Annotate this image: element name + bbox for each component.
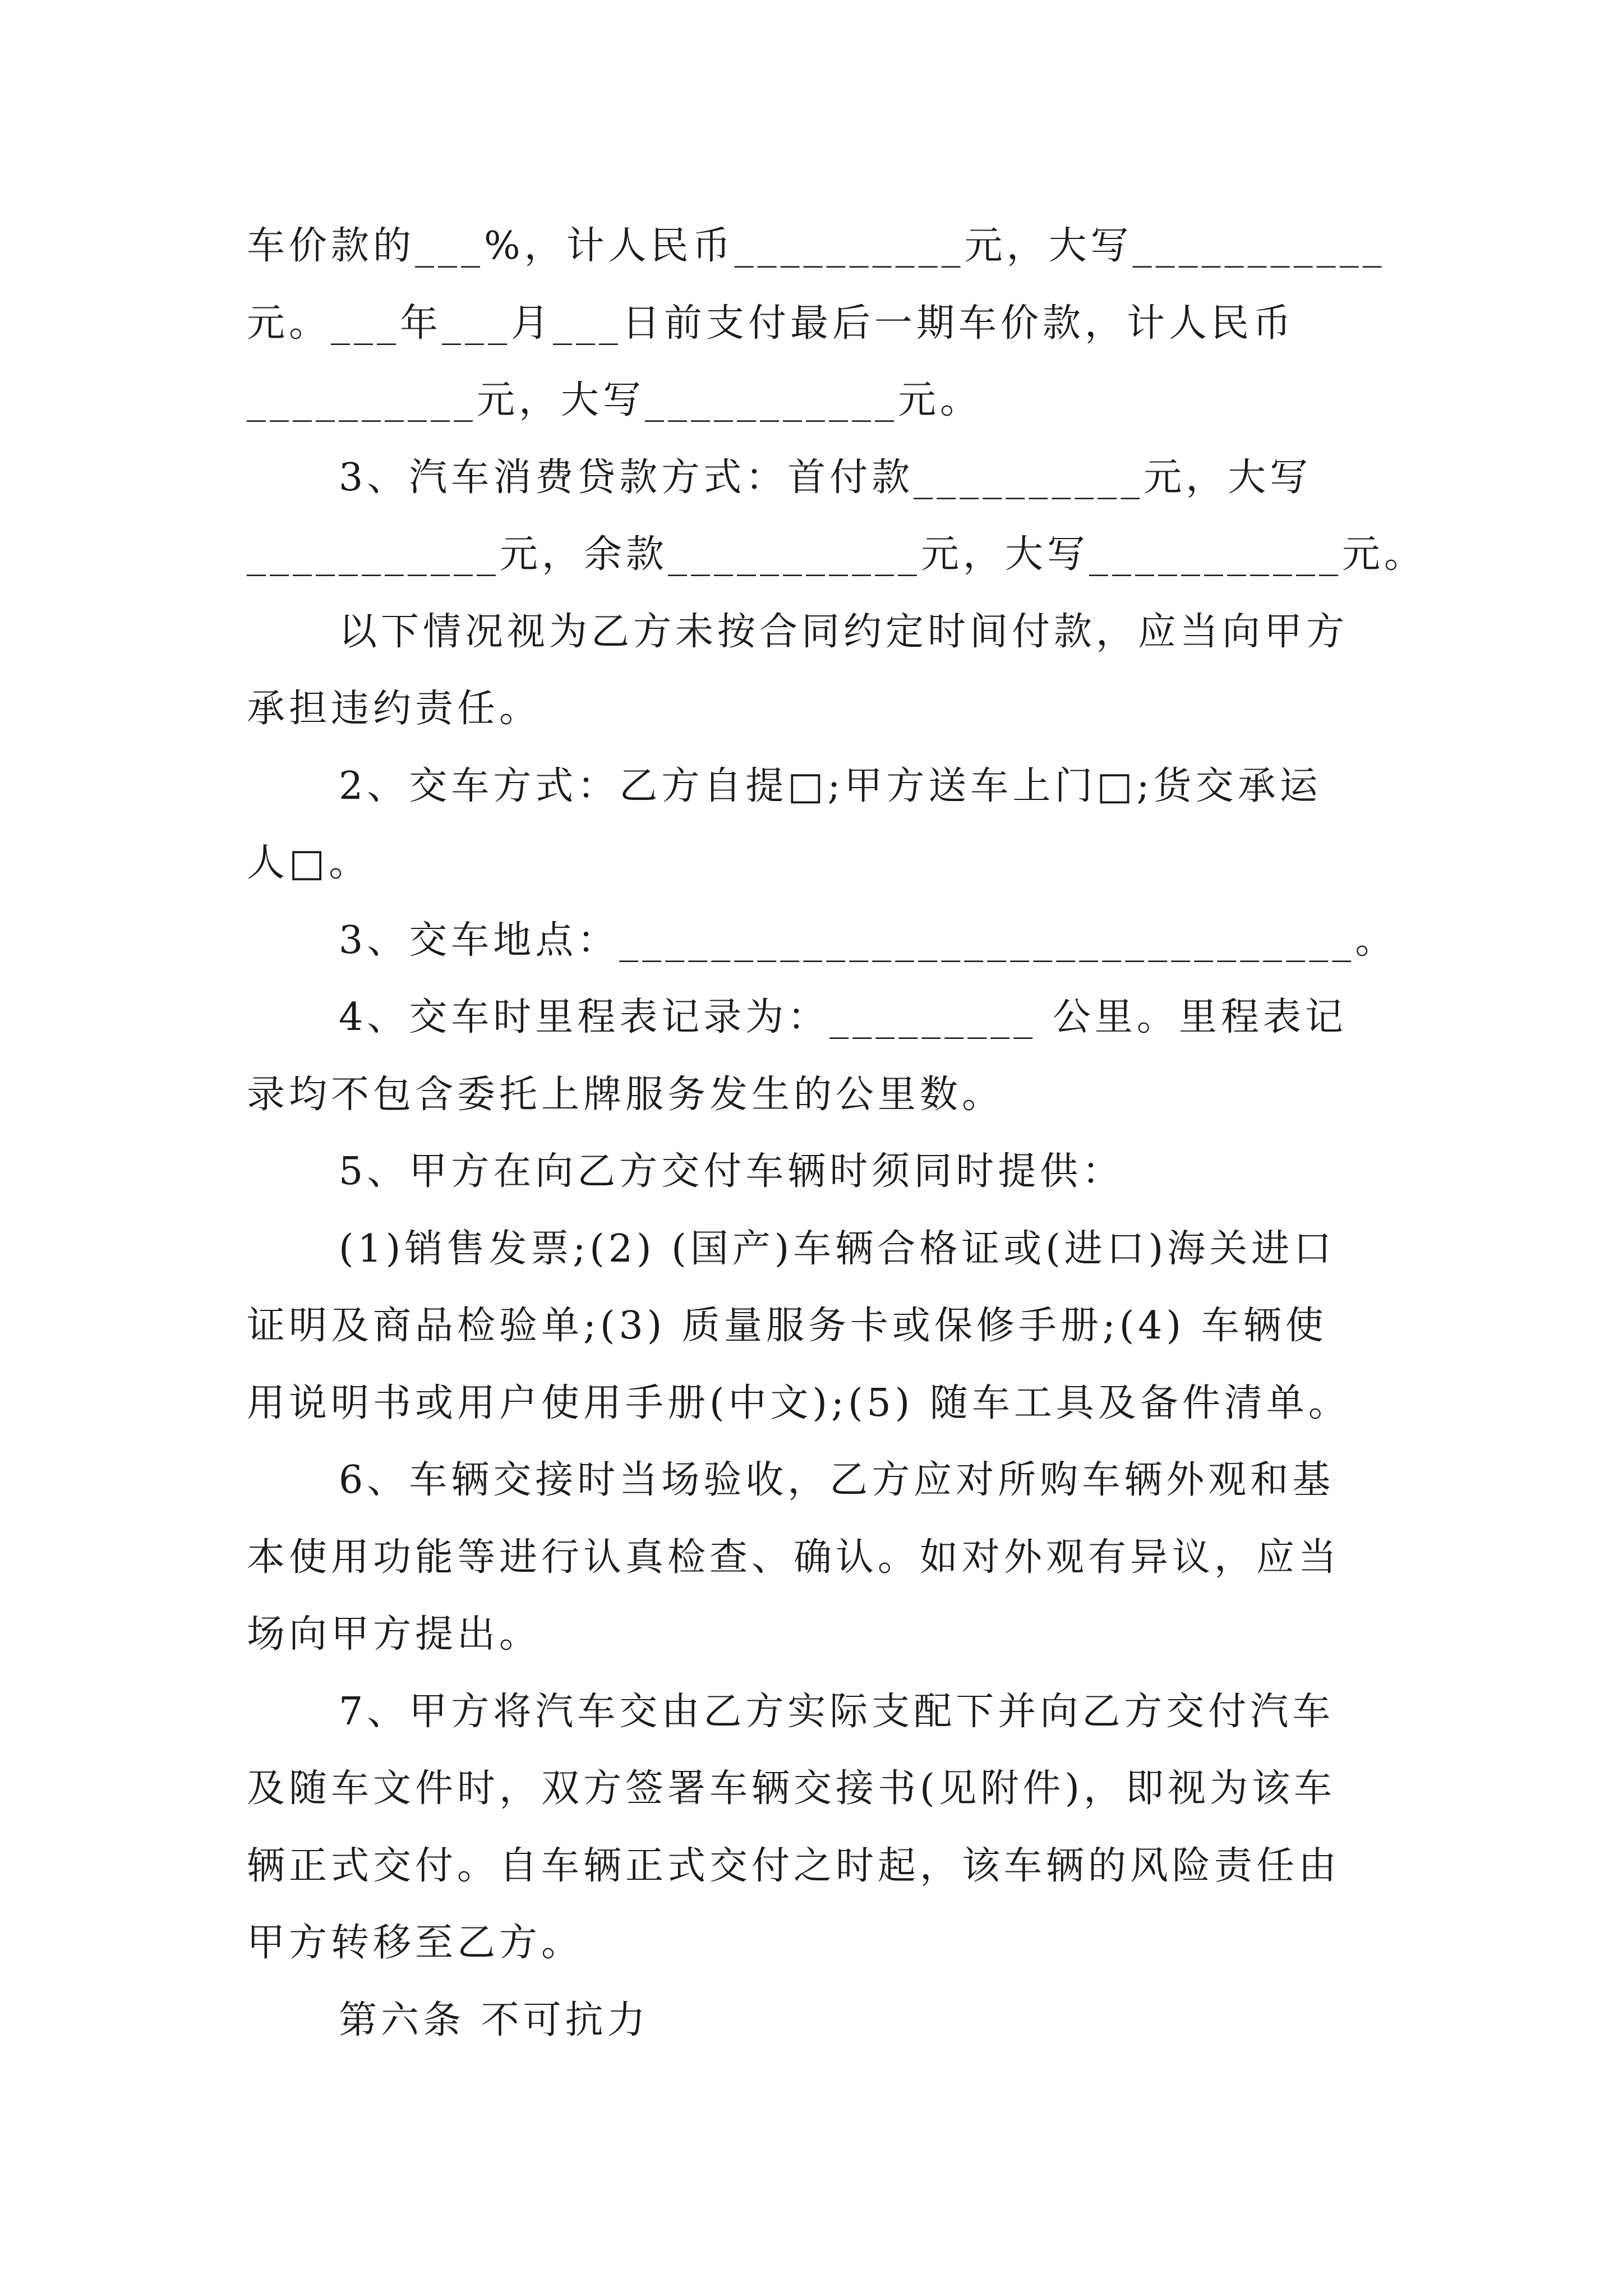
- text-line: (1)销售发票;(2) (国产)车辆合格证或(进口)海关进口: [339, 1227, 1336, 1271]
- text-line: 人□。: [247, 841, 371, 885]
- section-heading: 第六条 不可抗力: [339, 1998, 649, 2042]
- text-line: 本使用功能等进行认真检查、确认。如对外观有异议，应当: [247, 1535, 1341, 1580]
- text-line: 以下情况视为乙方未按合同约定时间付款，应当向甲方: [339, 610, 1349, 654]
- text-line: 录均不包含委托上牌服务发生的公里数。: [247, 1073, 1004, 1117]
- text-line: 3、交车地点：________________________________。: [339, 918, 1398, 963]
- text-line: ___________元，余款___________元，大写___________元。: [247, 532, 1427, 577]
- text-line: 及随车文件时，双方签署车辆交接书(见附件)，即视为该车: [247, 1766, 1336, 1811]
- text-line: 用说明书或用户使用手册(中文);(5) 随车工具及备件清单。: [247, 1381, 1350, 1425]
- text-line: 证明及商品检验单;(3) 质量服务卡或保修手册;(4) 车辆使: [247, 1304, 1327, 1348]
- text-line: __________元，大写___________元。: [247, 378, 983, 422]
- text-line: 辆正式交付。自车辆正式交付之时起，该车辆的风险责任由: [247, 1844, 1341, 1888]
- text-line: 4、交车时里程表记录为：_________ 公里。里程表记: [339, 995, 1347, 1039]
- text-line: 车价款的___%，计人民币__________元，大写___________: [247, 224, 1386, 268]
- text-line: 3、汽车消费贷款方式：首付款__________元，大写: [339, 455, 1312, 500]
- text-line: 2、交车方式：乙方自提□;甲方送车上门□;货交承运: [339, 764, 1322, 808]
- text-line: 甲方转移至乙方。: [247, 1921, 584, 1965]
- text-line: 6、车辆交接时当场验收，乙方应对所购车辆外观和基: [339, 1458, 1335, 1502]
- text-line: 7、甲方将汽车交由乙方实际支配下并向乙方交付汽车: [339, 1690, 1335, 1734]
- text-line: 元。___年___月___日前支付最后一期车价款，计人民币: [247, 301, 1295, 346]
- text-line: 场向甲方提出。: [247, 1612, 542, 1657]
- text-line: 承担违约责任。: [247, 687, 542, 731]
- text-line: 5、甲方在向乙方交付车辆时须同时提供：: [339, 1149, 1124, 1194]
